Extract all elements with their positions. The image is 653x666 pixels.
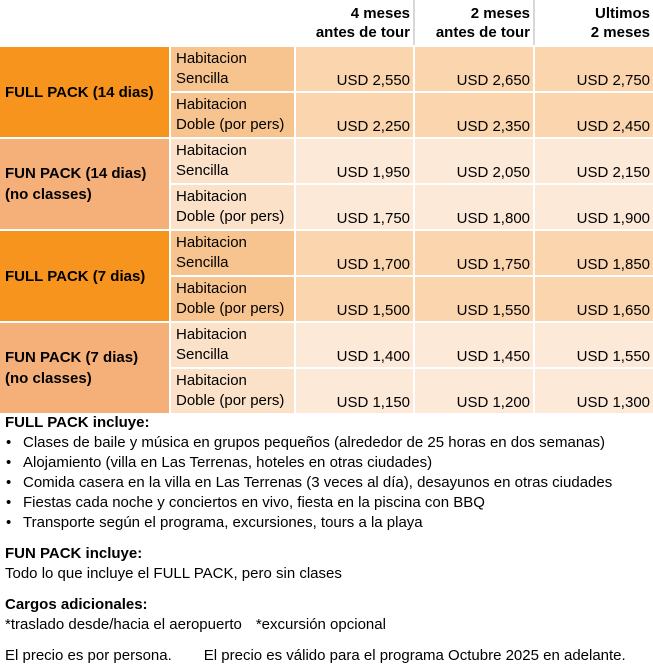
- price-cell: USD 1,950: [296, 137, 415, 183]
- price-cell: USD 2,450: [535, 91, 653, 137]
- full-pack-title: FULL PACK incluye:: [5, 414, 150, 431]
- room-type: Habitacion Doble (por pers): [171, 91, 296, 137]
- pack-full-7: FULL PACK (7 dias): [0, 229, 171, 321]
- price-cell: USD 1,150: [296, 367, 415, 413]
- table-row: [0, 321, 653, 367]
- room-type: Habitacion Doble (por pers): [171, 367, 296, 413]
- room-type: Habitacion Doble (por pers): [171, 275, 296, 321]
- price-cell: USD 2,050: [415, 137, 535, 183]
- list-item: • Fiestas cada noche y conciertos en vivo, fiesta en la piscina con BBQ: [5, 493, 650, 513]
- header-2-meses: 2 meses antes de tour: [415, 0, 535, 45]
- price-cell: USD 2,550: [296, 45, 415, 91]
- room-type: Habitacion Sencilla: [171, 137, 296, 183]
- price-cell: USD 2,750: [535, 45, 653, 91]
- pack-fun-7: FUN PACK (7 dias) (no classes): [0, 321, 171, 413]
- list-item: • Alojamiento (villa en Las Terrenas, hoteles en otras ciudades): [5, 453, 650, 473]
- room-type: Habitacion Sencilla: [171, 321, 296, 367]
- extra-airport: *traslado desde/hacia el aeropuerto: [5, 616, 242, 633]
- price-cell: USD 1,500: [296, 275, 415, 321]
- list-item: • Transporte según el programa, excursiones, tours a la playa: [5, 513, 650, 533]
- price-cell: USD 1,750: [296, 183, 415, 229]
- table-row: [0, 45, 653, 91]
- room-type: Habitacion Sencilla: [171, 45, 296, 91]
- price-cell: USD 2,250: [296, 91, 415, 137]
- fun-pack-text: Todo lo que incluye el FULL PACK, pero sin clases: [5, 565, 342, 582]
- price-cell: USD 1,750: [415, 229, 535, 275]
- price-cell: USD 1,550: [415, 275, 535, 321]
- fun-pack-title: FUN PACK incluye:: [5, 545, 143, 562]
- price-cell: USD 1,400: [296, 321, 415, 367]
- price-cell: USD 1,650: [535, 275, 653, 321]
- table-row: [0, 137, 653, 183]
- list-item: • Comida casera en la villa en Las Terrenas (3 veces al día), desayunos en otras ciudades: [5, 473, 650, 493]
- note-validity: El precio es válido para el programa Octubre 2025 en adelante.: [203, 647, 626, 664]
- price-cell: USD 2,350: [415, 91, 535, 137]
- price-cell: USD 1,200: [415, 367, 535, 413]
- room-type: Habitacion Sencilla: [171, 229, 296, 275]
- price-cell: USD 1,850: [535, 229, 653, 275]
- price-cell: USD 1,450: [415, 321, 535, 367]
- header-ultimos: Ultimos 2 meses: [590, 4, 650, 41]
- table-row: [0, 229, 653, 275]
- pack-full-14: FULL PACK (14 dias): [0, 45, 171, 137]
- header-empty-pack: [0, 0, 171, 45]
- header-row: [0, 0, 653, 45]
- extras-items: [5, 615, 650, 635]
- pack-fun-14: FUN PACK (14 dias) (no classes): [0, 137, 171, 229]
- price-cell: USD 1,900: [535, 183, 653, 229]
- list-item: • Clases de baile y música en grupos pequeños (alrededor de 25 horas en dos semanas): [5, 433, 650, 453]
- full-pack-list: [5, 433, 650, 533]
- price-cell: USD 2,650: [415, 45, 535, 91]
- price-cell: USD 1,800: [415, 183, 535, 229]
- header-4-meses: 4 meses antes de tour: [296, 0, 415, 45]
- price-cell: USD 1,300: [535, 367, 653, 413]
- package-info: [5, 413, 650, 666]
- header-empty-room: [171, 0, 296, 45]
- note-per-person: El precio es por persona.: [5, 647, 172, 664]
- price-cell: USD 1,700: [296, 229, 415, 275]
- room-type: Habitacion Doble (por pers): [171, 183, 296, 229]
- footer-notes: [5, 646, 650, 666]
- extra-excursion: *excursión opcional: [255, 616, 386, 633]
- price-cell: USD 2,150: [535, 137, 653, 183]
- extras-title: Cargos adicionales:: [5, 596, 148, 613]
- price-cell: USD 1,550: [535, 321, 653, 367]
